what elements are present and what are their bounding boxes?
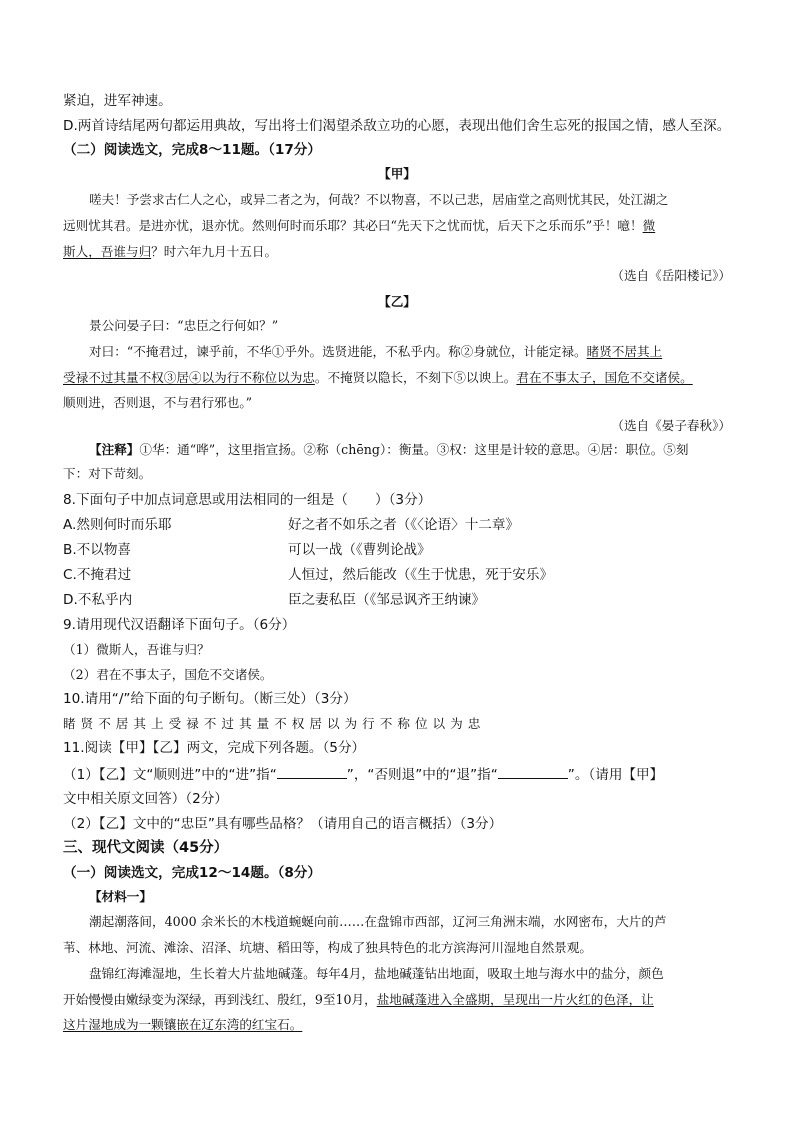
q9-sentence-2: （2）君在不事太子，国危不交诸侯。 [63, 667, 273, 682]
q10-sentence: 睹 贤 不 居 其 上 受 禄 不 过 其 量 不 权 居 以 为 行 不 称 位 以 为 忠 [63, 716, 481, 731]
source-citation: （选自《岳阳楼记》） [611, 268, 731, 283]
section-heading-reading-2: （二）阅读选文，完成8～11题。（17分） [63, 142, 321, 158]
passage-yi-heading: 【乙】 [378, 294, 416, 309]
underlined-sentence: 睹贤不居其上 [586, 344, 663, 359]
q11-part-1-cont: 文中相关原文回答）（2分） [63, 791, 228, 807]
underlined-sentence: 斯人，吾谁与归 [63, 244, 152, 259]
passage-jia-heading: 【甲】 [378, 166, 416, 181]
material-line: 盘锦红海滩湿地，生长着大片盐地碱蓬。每年4月，盐地碱蓬钻出地面，吸取土地与海水中的盐分，颜色 [89, 966, 664, 981]
question-8-stem: 8.下面句子中加点词意思或用法相同的一组是（ ）（3分） [63, 492, 432, 508]
q8-option-b: B.不以物喜 [63, 542, 132, 558]
q8-option-c-compare: 人恒过，然后能改（《生于忧患，死于安乐》 [288, 567, 554, 583]
passage-jia-line: 嗟夫！予尝求古仁人之心，或异二者之为，何哉？不以物喜，不以己悲，居庙堂之高则忧其民，处江湖之 [89, 192, 669, 207]
question-11-stem: 11.阅读【甲】【乙】两文，完成下列各题。（5分） [63, 740, 366, 756]
passage-jia-line: 远则忧其君。是进亦忧，退亦忧。然则何时而乐耶？其必曰“先天下之忧而忧，后天下之乐而乐”乎！噫！微 [63, 218, 656, 233]
source-citation: （选自《晏子春秋》） [611, 418, 731, 433]
underlined-sentence: 受禄不过其量不权③居④以为行不称位以为忠 [63, 370, 315, 385]
underlined-sentence: 盐地碱蓬进入全盛期，呈现出一片火红的色泽，让 [376, 992, 654, 1007]
material-1-label: 【材料一】 [89, 889, 152, 904]
section-3-title: 三、现代文阅读（45分） [63, 840, 229, 856]
material-line: 开始慢慢由嫩绿变为深绿，再到浅红、殷红，9至10月，盐地碱蓬进入全盛期，呈现出一片火红的色泽，让 [63, 992, 654, 1007]
q11-part-2: （2）【乙】文中的“忠臣”具有哪些品格？（请用自己的语言概括）（3分） [63, 816, 503, 832]
q9-sentence-1: （1）微斯人，吾谁与归？ [63, 642, 210, 657]
question-10-stem: 10.请用“/”给下面的句子断句。（断三处）（3分） [63, 691, 357, 707]
section-3-subheading: （一）阅读选文，完成12～14题。（8分） [63, 865, 321, 881]
option-d-poem: D.两首诗结尾两句都运用典故，写出将士们渴望杀敌立功的心愿，表现出他们舍生忘死的报国之情，感人至深。 [63, 118, 731, 134]
annotation-line: 下：对下苛刻。 [63, 466, 152, 481]
q8-option-a: A.然则何时而乐耶 [63, 517, 172, 533]
q8-option-c: C.不掩君过 [63, 567, 132, 583]
material-line: 潮起潮落间，4000 余米长的木栈道蜿蜒向前……在盘锦市西部，辽河三角洲末端，水网密布，大片的芦 [89, 914, 667, 929]
material-line [63, 1017, 302, 1032]
underlined-sentence: 微 [642, 218, 656, 233]
passage-jia-line: 斯人，吾谁与归？时六年九月十五日。 [63, 244, 278, 259]
underlined-sentence: 这片湿地成为一颗镶嵌在辽东湾的红宝石。 [63, 1017, 303, 1032]
passage-yi-line: 顺则进，否则退，不与君行邪也。” [63, 395, 253, 410]
underlined-sentence: 君在不事太子，国危不交诸侯。 [516, 370, 693, 385]
passage-yi-line: 景公问晏子曰：“忠臣之行何如？” [89, 318, 279, 333]
q11-part-1: （1）【乙】文“顺则进”中的“进”指“ ”，“否则退”中的“退”指“ ”。（请用【甲】 [63, 767, 664, 783]
answer-blank[interactable] [277, 766, 347, 779]
answer-blank[interactable] [498, 766, 568, 779]
line-continuation: 紧迫，进军神速。 [63, 93, 172, 109]
annotation-line: 【注释】①华：通“哗”，这里指宣扬。②称（chēng）：衡量。③权：这里是计较的意思。④居：职位。⑤刻 [89, 442, 689, 457]
passage-yi-line: 对曰：“不掩君过，谏乎前，不华①乎外。选贤进能，不私乎内。称②身就位，计能定禄。睹贤不居其上 [89, 344, 663, 359]
q8-option-a-compare: 好之者不如乐之者（《〈论语〉十二章》 [288, 517, 520, 533]
question-9-stem: 9.请用现代汉语翻译下面句子。（6分） [63, 617, 296, 633]
q8-option-d: D.不私乎内 [63, 592, 133, 608]
q8-option-b-compare: 可以一战（《曹刿论战》 [288, 542, 431, 558]
passage-yi-line: 受禄不过其量不权③居④以为行不称位以为忠。不掩贤以隐长，不刻下⑤以谀上。君在不事太子，国危不交诸侯。 [63, 370, 693, 385]
q8-option-d-compare: 臣之妻私臣（《邹忌讽齐王纳谏》 [288, 592, 486, 608]
material-line: 苇、林地、河流、滩涂、沼泽、坑塘、稻田等，构成了独具特色的北方滨海河川湿地自然景观。 [63, 940, 592, 955]
